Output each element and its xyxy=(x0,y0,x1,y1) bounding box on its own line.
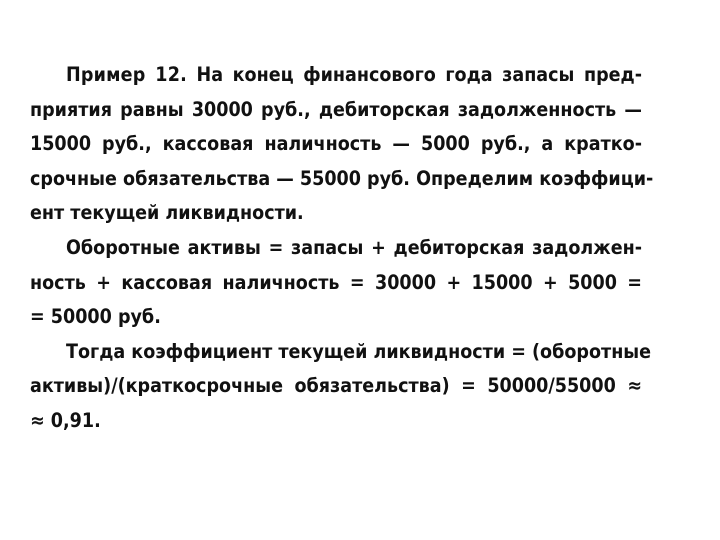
example-text-line-2: приятия равны 30000 руб., дебиторская задолженность — xyxy=(30,97,642,121)
document-text xyxy=(30,58,654,439)
current-assets-line-2: ность + кассовая наличность = 30000 + 15000 + 5000 = xyxy=(30,270,642,294)
example-text-line-4: срочные обязательства — 55000 руб. Определим коэффици- xyxy=(30,166,654,190)
current-assets-line-3: = 50000 руб. xyxy=(30,305,161,329)
ratio-line-3: ≈ 0,91. xyxy=(30,408,101,432)
ratio-line-2: активы)/(краткосрочные обязательства) = 50000/55000 ≈ xyxy=(30,374,642,398)
example-text-line-5: ент текущей ликвидности. xyxy=(30,201,304,225)
example-text-line-1: На конец финансового года запасы пред- xyxy=(186,63,643,86)
current-assets-line-1: Оборотные активы = запасы + дебиторская задолжен- xyxy=(66,235,642,259)
example-first-line xyxy=(30,58,642,93)
example-title: Пример 12. xyxy=(66,63,187,86)
example-text-line-3: 15000 руб., кассовая наличность — 5000 руб., а кратко- xyxy=(30,132,642,156)
ratio-line-1: Тогда коэффициент текущей ликвидности = (оборотные xyxy=(66,339,652,363)
